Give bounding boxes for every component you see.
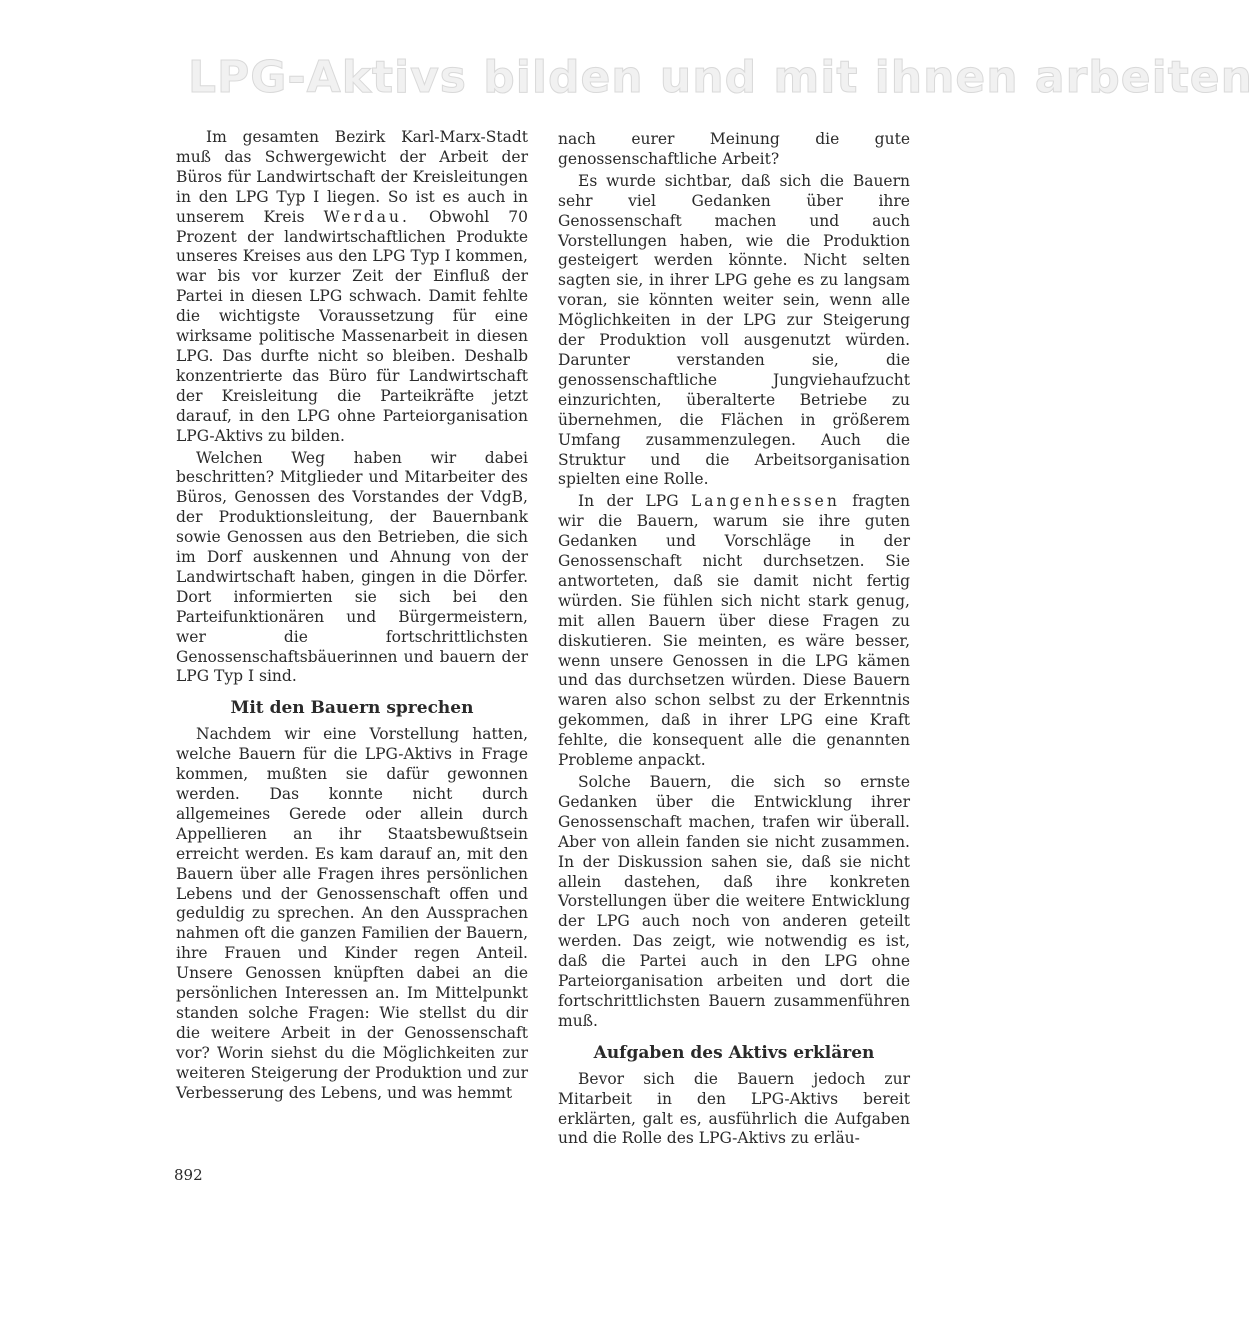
paragraph: Welchen Weg haben wir dabei beschritten? Mitglieder und Mitarbeiter des Büros, Genossen des Vorstandes der VdgB, der Produktionsleitung, der Bauernbank sowie Genossen aus den Betrieben, die sich im Dorf auskennen und Ahnung von der Landwirtschaft haben, gingen in die Dörfer. Dort informierten sie sich bei den Parteifunktionären und Bürgermeistern, wer die fortschrittlichsten Genossenschaftsbäuerinnen und bauern der LPG Typ I sind. bbox=[176, 448, 528, 686]
emphasized-place-name: Werdau. bbox=[323, 207, 410, 226]
article-headline: LPG-Aktivs bilden und mit ihnen arbeiten bbox=[188, 52, 1253, 103]
section-heading: Mit den Bauern sprechen bbox=[230, 698, 474, 719]
paragraph-text: In der LPG bbox=[578, 492, 679, 511]
left-column bbox=[176, 128, 528, 1104]
right-column bbox=[558, 130, 910, 1149]
paragraph-text: Obwohl 70 Prozent der landwirtschaftlichen Produkte unseres Kreises aus den LPG Typ I kommen, war bis vor kurzer Zeit der Einfluß der Partei in diesen LPG schwach. Damit fehlte die wichtigste Voraussetzung für eine wirksame politische Massenarbeit in diesen LPG. Das durfte nicht so bleiben. Deshalb konzentrierte das Büro für Landwirtschaft der Kreisleitung die Parteikräfte jetzt darauf, in den LPG ohne Parteiorganisation LPG-Aktivs zu bilden. bbox=[176, 207, 528, 445]
paragraph bbox=[176, 128, 528, 447]
section-heading: Aufgaben des Aktivs erklären bbox=[593, 1042, 875, 1063]
emphasized-place-name: Langenhessen bbox=[691, 492, 840, 511]
paragraph: nach eurer Meinung die gute genossenschaftliche Arbeit? bbox=[558, 130, 910, 168]
paragraph-text: Im gesamten Bezirk Karl-Marx-Stadt muß das Schwergewicht der Arbeit der Büros für Landwirtschaft der Kreisleitungen in den LPG Typ I liegen. So ist es auch in unserem Kreis bbox=[176, 128, 528, 226]
paragraph bbox=[558, 492, 910, 771]
page-number: 892 bbox=[174, 1166, 203, 1184]
paragraph-text: fragten wir die Bauern, warum sie ihre guten Gedanken und Vorschläge in der Genossenschaft nicht durchsetzen. Sie antworteten, daß sie damit nicht fertig würden. Sie fühlen sich nicht stark genug, mit allen Bauern über diese Fragen zu diskutieren. Sie meinten, es wäre besser, wenn unsere Genossen in die LPG kämen und das durchsetzen würden. Diese Bauern waren also schon selbst zu der Erkenntnis gekommen, daß in ihrer LPG eine Kraft fehlte, die konsequent alle die genannten Probleme anpackt. bbox=[558, 492, 910, 770]
paragraph: Nachdem wir eine Vorstellung hatten, welche Bauern für die LPG-Aktivs in Frage kommen, mußten sie dafür gewonnen werden. Das konnte nicht durch allgemeines Gerede oder allein durch Appellieren an ihr Staatsbewußtsein erreicht werden. Es kam darauf an, mit den Bauern über alle Fragen ihres persönlichen Lebens und der Genossenschaft offen und geduldig zu sprechen. An den Aussprachen nahmen oft die ganzen Familien der Bauern, ihre Frauen und Kinder regen Anteil. Unsere Genossen knüpften dabei an die persönlichen Interessen an. Im Mittelpunkt standen solche Fragen: Wie stellst du dir die weitere Arbeit in der Genossenschaft vor? Worin siehst du die Möglichkeiten zur weiteren Steigerung der Produktion und zur Verbesserung des Lebens, und was hemmt bbox=[176, 725, 528, 1102]
paragraph: Solche Bauern, die sich so ernste Gedanken über die Entwicklung ihrer Genossenschaft machen, trafen wir überall. Aber von allein fanden sie nicht zusammen. In der Diskussion sahen sie, daß sie nicht allein dastehen, daß ihre konkreten Vorstellungen über die weitere Entwicklung der LPG auch noch von anderen geteilt werden. Das zeigt, wie notwendig es ist, daß die Partei auch in den LPG ohne Parteiorganisation arbeiten und dort die fortschrittlichsten Bauern zusammenführen muß. bbox=[558, 773, 910, 1030]
paragraph: Es wurde sichtbar, daß sich die Bauern sehr viel Gedanken über ihre Genossenschaft machen und auch Vorstellungen haben, wie die Produktion gesteigert werden könnte. Nicht selten sagten sie, in ihrer LPG gehe es zu langsam voran, sie könnten weiter sein, wenn alle Möglichkeiten in der LPG zur Steigerung der Produktion voll ausgenutzt würden. Darunter verstanden sie, die genossenschaftliche Jungviehaufzucht einzurichten, überalterte Betriebe zu übernehmen, die Flächen in größerem Umfang zusammenzulegen. Auch die Struktur und die Arbeitsorganisation spielten eine Rolle. bbox=[558, 171, 910, 489]
paragraph: Bevor sich die Bauern jedoch zur Mitarbeit in den LPG-Aktivs bereit erklärten, galt es, ausführlich die Aufgaben und die Rolle des LPG-Aktivs zu erläu- bbox=[558, 1069, 910, 1148]
